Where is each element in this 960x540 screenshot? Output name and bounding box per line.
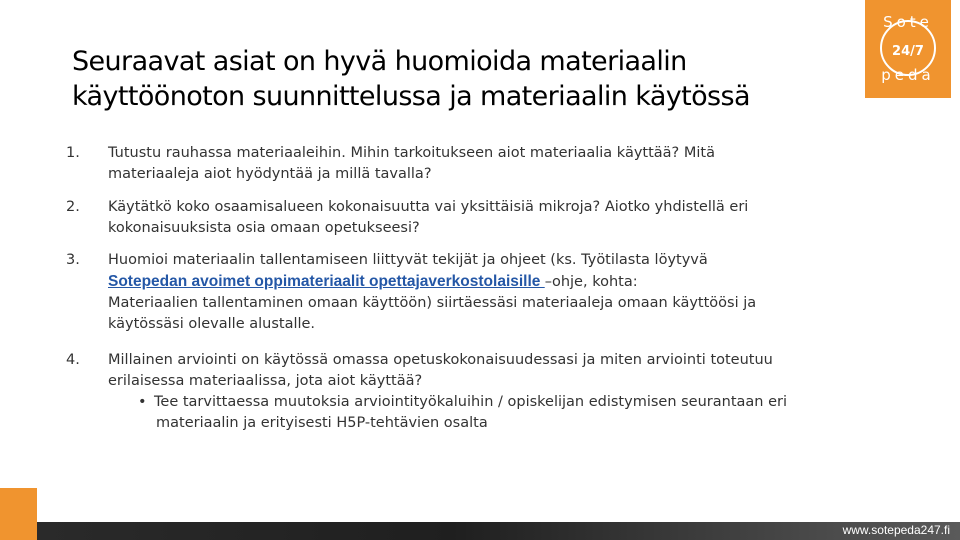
item-text-line-with-link [108,271,866,293]
item-text-line: Tutustu rauhassa materiaaleihin. Mihin tarkoitukseen aiot materiaalia käyttää? Mitä [108,145,715,161]
item-number: 3. [66,252,80,268]
bullet-marker: • [138,394,147,410]
item-number: 4. [66,352,80,368]
orange-accent-block [0,488,37,540]
list-item-4 [66,350,866,434]
title-line-1: Seuraavat asiat on hyvä huomioida materiaalin [72,46,687,77]
item-number: 1. [66,145,80,161]
guideline-list [66,143,866,434]
item-text-line: Materiaalien tallentaminen omaan käyttöön) siirtäessäsi materiaaleja omaan käyttöösi ja [108,295,757,311]
item-text-line: materiaaleja aiot hyödyntää ja millä tavalla? [108,166,432,182]
sotepeda-logo [865,0,951,98]
item-text-line: erilaisessa materiaalissa, jota aiot käyttää? [108,373,423,389]
sotepeda-guide-link[interactable]: Sotepedan avoimet oppimateriaalit opettajaverkostolaisille [108,273,545,290]
list-item-1 [66,143,866,185]
logo-bottom-text: peda [881,66,935,84]
sub-bullet-text-line: materiaalin ja erityisesti H5P-tehtävien osalta [156,415,488,431]
sub-bullet-text-line: Tee tarvittaessa muutoksia arviointityökaluihin / opiskelijan edistymisen seurantaan eri [154,394,787,410]
sotepeda-logo-graphic [865,0,951,98]
item-text-fragment: –ohje, kohta: [544,274,638,290]
item-text-line: Huomioi materiaalin tallentamiseen liittyvät tekijät ja ohjeet (ks. Työtilasta löytyvä [108,252,708,268]
item-text-line: käytössäsi olevalle alustalle. [108,316,316,332]
footer-url: www.sotepeda247.fi [842,523,950,537]
item-text-line: kokonaisuuksista osia omaan opetukseesi? [108,220,420,236]
logo-center-text: 24/7 [892,44,924,59]
list-item-2 [66,197,866,239]
logo-top-text: Sote [883,13,933,31]
slide-title [72,44,832,114]
list-item-3 [66,250,866,335]
item-text-line: Käytätkö koko osaamisalueen kokonaisuutta vai yksittäisiä mikroja? Aiotko yhdistellä eri [108,199,749,215]
item-text-line: Millainen arviointi on käytössä omassa opetuskokonaisuudessasi ja miten arviointi toteutuu [108,352,773,368]
item-number: 2. [66,199,80,215]
footer-bar [37,522,960,540]
sub-bullet-item [108,392,866,434]
title-line-2: käyttöönoton suunnittelussa ja materiaalin käytössä [72,81,750,112]
